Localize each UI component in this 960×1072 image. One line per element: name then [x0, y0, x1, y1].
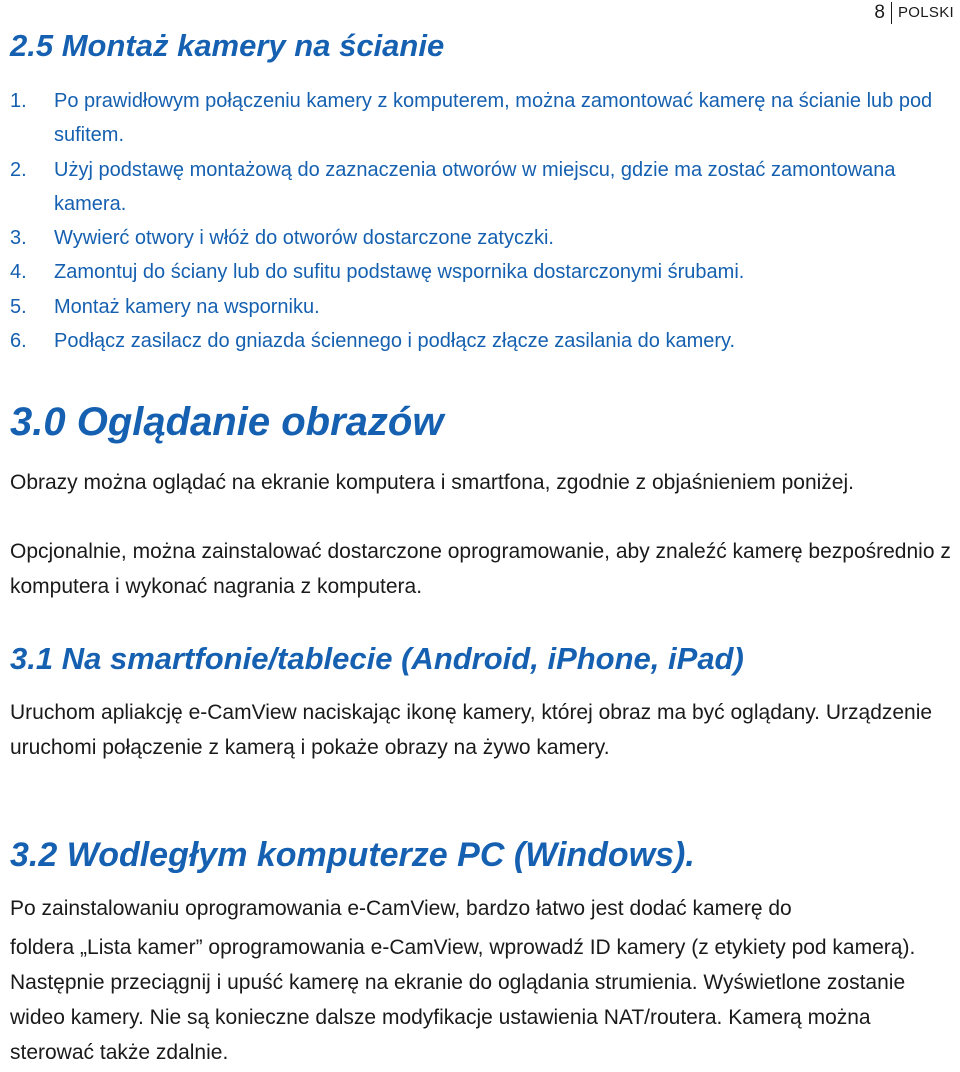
list-item — [10, 255, 940, 289]
smartphone-paragraph: Uruchom apliakcję e-CamView naciskając ikonę kamery, której obraz ma być oglądany. Urządzenie uruchomi połączenie z kamerą i pokaże obrazy na żywo kamery. — [10, 701, 933, 759]
optional-software-paragraph: Opcjonalnie, można zainstalować dostarczone oprogramowanie, aby znaleźć kamerę bezpośrednio z komputera i wykonać nagrania z komputera. — [10, 540, 951, 598]
page-header — [874, 0, 954, 26]
section-3-0-heading: 3.0 Oglądanie obrazów — [10, 400, 444, 444]
step-number: 1. — [10, 90, 27, 112]
step-number: 6. — [10, 330, 27, 353]
step-text: Użyj podstawę montażową do zaznaczenia otworów w miejscu, gdzie ma zostać zamontowana kamera. — [54, 158, 896, 215]
list-item — [10, 290, 940, 324]
step-text: Montaż kamery na wsporniku. — [54, 295, 320, 318]
remote-pc-paragraph-first-line: Po zainstalowaniu oprogramowania e-CamView, bardzo łatwo jest dodać kamerę do — [10, 897, 792, 920]
page-number: 8 — [874, 2, 892, 24]
list-item — [10, 221, 940, 255]
step-number: 2. — [10, 158, 27, 181]
step-text: Wywierć otwory i włóż do otworów dostarczone zatyczki. — [54, 227, 554, 250]
step-number: 5. — [10, 295, 27, 318]
step-text: Zamontuj do ściany lub do sufitu podstawę wspornika dostarczonymi śrubami. — [54, 261, 745, 284]
section-3-2-heading: 3.2 Wodległym komputerze PC (Windows). — [10, 836, 695, 874]
mounting-steps-list — [10, 84, 940, 358]
list-item — [10, 153, 940, 222]
list-item — [10, 324, 940, 358]
remote-pc-paragraph: foldera „Lista kamer” oprogramowania e-CamView, wprowadź ID kamery (z etykiety pod kamerą). Następnie przeciągnij i upuść kamerę na ekranie do oglądania strumienia. Wyświetlone zostanie wideo kamery. Nie są konieczne dalsze modyfikacje ustawienia NAT/routera. Kamerą można sterować także zdalnie. — [10, 936, 916, 1064]
section-3-1-heading: 3.1 Na smartfonie/tablecie (Android, iPhone, iPad) — [10, 641, 744, 676]
page-language: POLSKI — [898, 4, 954, 21]
section-2-5-heading: 2.5 Montaż kamery na ścianie — [10, 28, 445, 63]
step-number: 4. — [10, 261, 27, 284]
step-text: Po prawidłowym połączeniu kamery z komputerem, można zamontować kamerę na ścianie lub pod sufitem. — [54, 90, 933, 147]
list-item — [10, 84, 940, 153]
step-number: 3. — [10, 227, 27, 250]
step-text: Podłącz zasilacz do gniazda ściennego i podłącz złącze zasilania do kamery. — [54, 330, 736, 353]
viewing-intro-paragraph: Obrazy można oglądać na ekranie komputera i smartfona, zgodnie z objaśnieniem poniżej. — [10, 471, 854, 494]
